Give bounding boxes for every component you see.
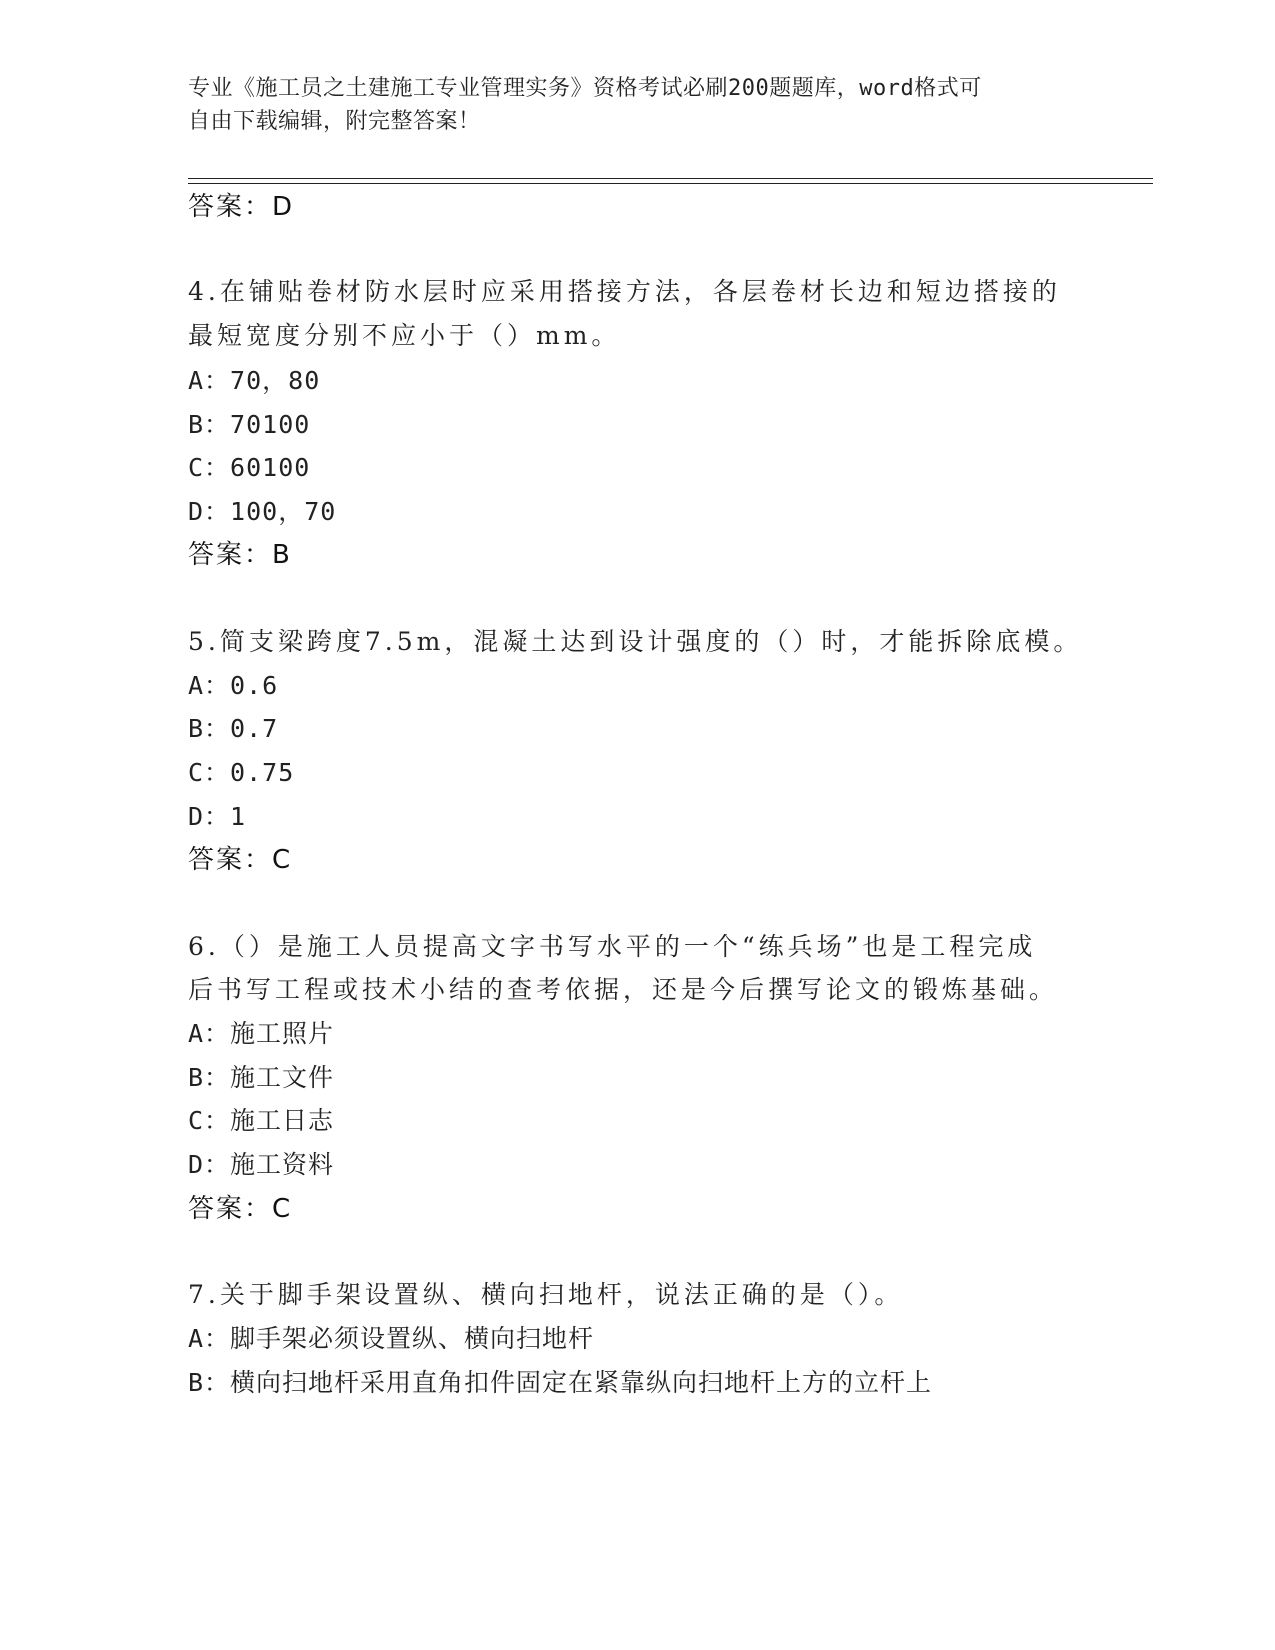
option-a: A：0.6 — [188, 671, 279, 700]
answer-line: 答案：C — [188, 845, 293, 875]
question-stem: 7.关于脚手架设置纵、横向扫地杆，说法正确的是（）。 — [188, 1280, 904, 1309]
header-divider-top — [188, 178, 1153, 179]
option-b: B：0.7 — [188, 714, 279, 743]
question-stem: 后书写工程或技术小结的查考依据，还是今后撰写论文的锻炼基础。 — [188, 975, 1059, 1004]
option-a: A：70，80 — [188, 366, 321, 395]
option-a: A：施工照片 — [188, 1019, 335, 1048]
option-b: B：70100 — [188, 410, 311, 439]
option-c: C：施工日志 — [188, 1106, 335, 1135]
option-d: D：施工资料 — [188, 1150, 335, 1179]
option-d: D：100，70 — [188, 497, 337, 526]
option-c: C：60100 — [188, 453, 311, 482]
question-stem: 6.（）是施工人员提高文字书写水平的一个“练兵场”也是工程完成 — [188, 932, 1037, 961]
answer-line: 答案：B — [188, 540, 292, 570]
document-header — [188, 72, 1088, 138]
answer-line: 答案：C — [188, 1194, 293, 1224]
question-stem: 4.在铺贴卷材防水层时应采用搭接方法，各层卷材长边和短边搭接的 — [188, 277, 1061, 306]
option-d: D：1 — [188, 802, 247, 831]
question-stem: 5.简支梁跨度7.5m，混凝土达到设计强度的（）时，才能拆除底模。 — [188, 627, 1083, 656]
answer-line: 答案：D — [188, 192, 295, 222]
option-b: B：施工文件 — [188, 1063, 335, 1092]
option-b: B：横向扫地杆采用直角扣件固定在紧靠纵向扫地杆上方的立杆上 — [188, 1368, 933, 1397]
option-c: C：0.75 — [188, 758, 295, 787]
header-title-line-1: 专业《施工员之土建施工专业管理实务》资格考试必刷200题题库，word格式可 — [188, 76, 982, 101]
header-title-line-2: 自由下载编辑，附完整答案！ — [188, 109, 481, 134]
option-a: A：脚手架必须设置纵、横向扫地杆 — [188, 1324, 595, 1353]
header-divider-bottom — [188, 183, 1153, 184]
question-stem: 最短宽度分别不应小于（）mm。 — [188, 321, 621, 350]
